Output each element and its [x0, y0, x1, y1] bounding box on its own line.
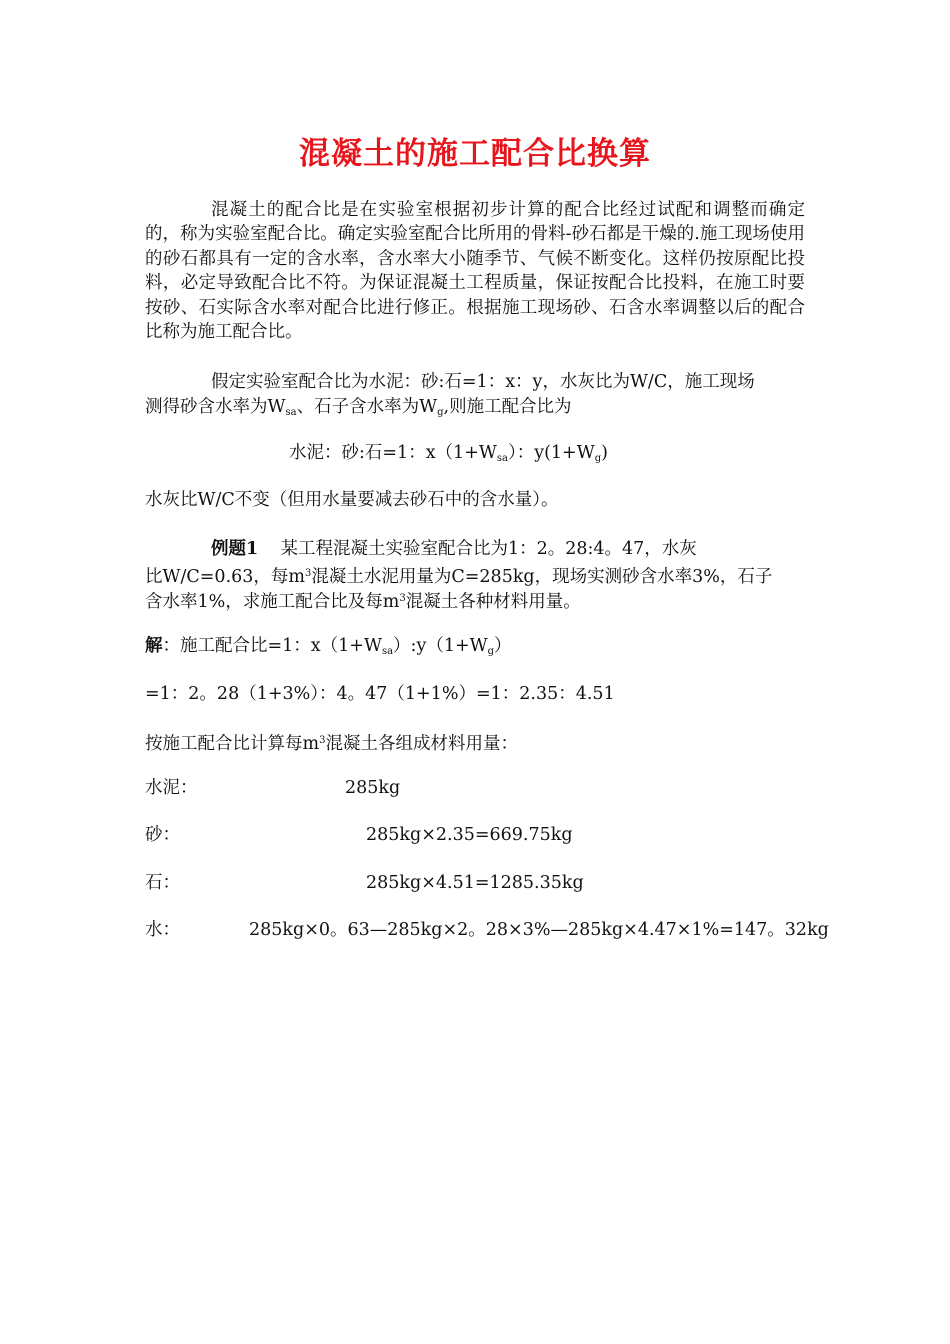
cement-value: 285kg [345, 778, 401, 798]
stone-value: 285kg×4.51=1285.35kg [366, 873, 584, 893]
assumption-line-2: 测得砂含水率为$W_{sa}$、石子含水率为$W_g$,则施工配合比为 [145, 397, 572, 418]
sand-label: 砂： [145, 825, 180, 845]
solution-line: 解：施工配合比=1：$x(1+W_{sa}):y(1+W_g)$ [145, 636, 512, 657]
water-cement-note: 水灰比W/C不变（但用水量要减去砂石中的含水量）。 [145, 490, 559, 510]
water-value: 285kg×0。63—285kg×2。28×3%—285kg×4.47×1%=147。32kg [249, 920, 829, 940]
example-line-3: 含水率1%，求施工配合比及每$m^3$混凝土各种材料用量。 [145, 592, 581, 612]
stone-label: 石： [145, 873, 180, 893]
solution-label: 解 [145, 636, 163, 656]
example-line-2: 比W/C=0.63，每$m^3$混凝土水泥用量为C=285kg，现场实测砂含水率3%，石子 [145, 567, 773, 587]
sand-value: 285kg×2.35=669.75kg [366, 825, 573, 845]
solution-calculation: =1：2。28（1+3%）：4。47（1+1%）=1：2.35：4.51 [145, 684, 615, 704]
example-label: 例题1 [211, 539, 259, 559]
water-label: 水： [145, 920, 180, 940]
usage-heading: 按施工配合比计算每$m^3$混凝土各组成材料用量： [145, 734, 518, 754]
intro-paragraph: 混凝土的配合比是在实验室根据初步计算的配合比经过试配和调整而确定的，称为实验室配合比。确定实验室配合比所用的骨料-砂石都是干燥的.施工现场使用的砂石都具有一定的含水率，含水率大小随季节、气候不断变化。这样仍按原配比投料，必定导致配合比不符。为保证混凝土工程质量，保证按配合比投料，在施工时要按砂、石实际含水率对配合比进行修正。根据施工现场砂、石含水率调整以后的配合比称为施工配合比。 [145, 200, 805, 343]
page-title: 混凝土的施工配合比换算 [299, 136, 651, 172]
example-line-1: 例题1 某工程混凝土实验室配合比为1：2。28:4。47，水灰 [211, 539, 697, 559]
assumption-line-1: 假定实验室配合比为水泥：砂:石=1：x：y，水灰比为W/C，施工现场 [211, 372, 755, 392]
construction-ratio-formula: 水泥：砂:石=1：$x(1+W_{sa})$：$y(1+W_g)$ [289, 443, 608, 464]
cement-label: 水泥： [145, 778, 198, 798]
